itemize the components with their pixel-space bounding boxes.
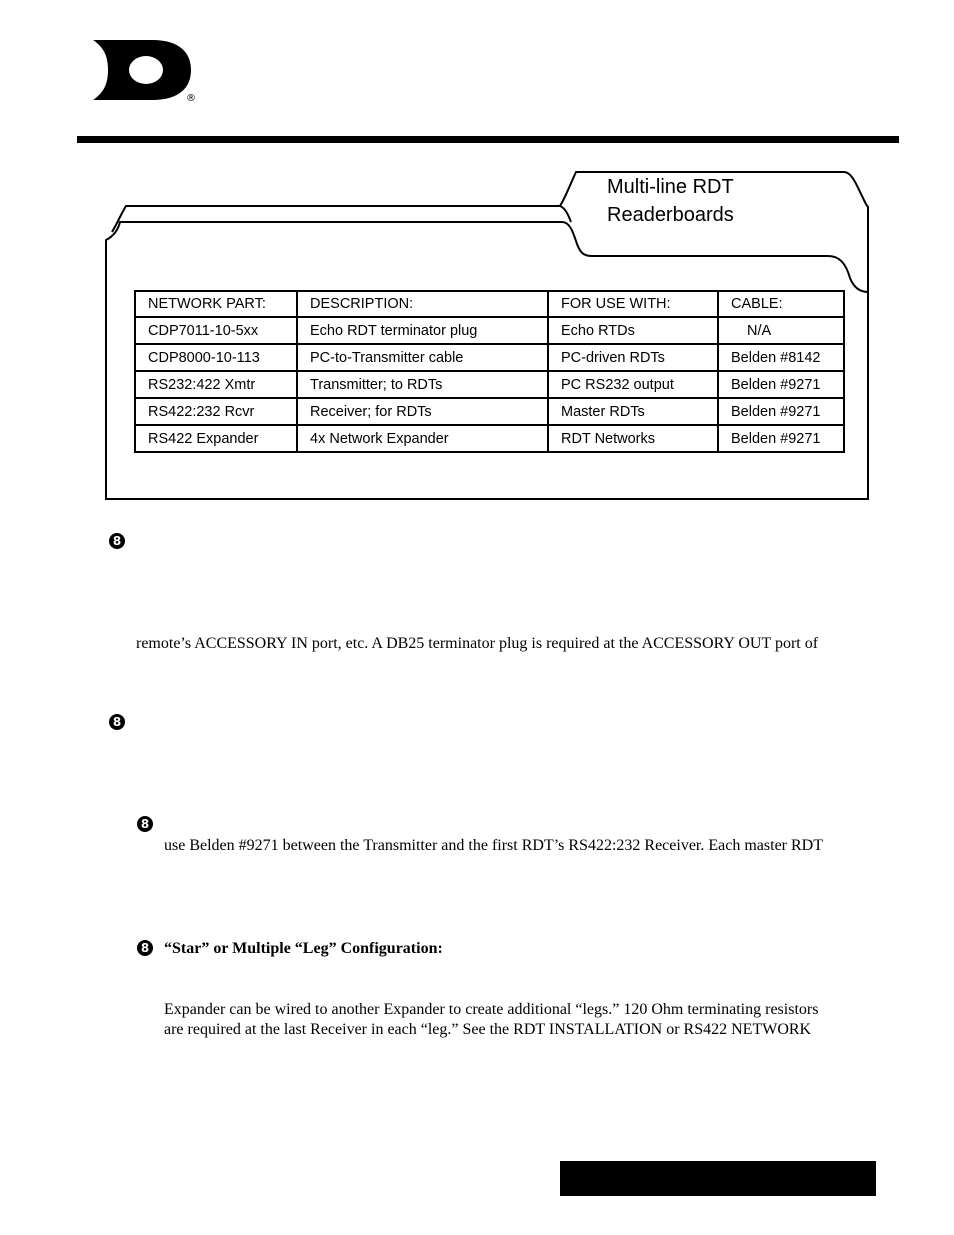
cell-use-with: Echo RTDs [548, 317, 718, 344]
cell-use-with: Master RDTs [548, 398, 718, 425]
table-row [135, 425, 844, 452]
bullet-icon: 8 [137, 816, 153, 832]
cell-cable: Belden #8142 [718, 344, 844, 371]
table-row [135, 344, 844, 371]
header-for-use-with: FOR USE WITH: [548, 291, 718, 317]
bullet-icon: 8 [109, 714, 125, 730]
table-row [135, 371, 844, 398]
table-header-row [135, 291, 844, 317]
cell-description: 4x Network Expander [297, 425, 548, 452]
cell-cable: Belden #9271 [718, 371, 844, 398]
table-row [135, 398, 844, 425]
star-config-heading: “Star” or Multiple “Leg” Configuration: [164, 940, 443, 957]
tab-title-line2: Readerboards [607, 204, 734, 226]
cell-part: CDP7011-10-5xx [135, 317, 297, 344]
cell-cable: N/A [718, 317, 844, 344]
tab-title [607, 173, 734, 229]
cell-use-with: RDT Networks [548, 425, 718, 452]
footer-bar [560, 1161, 876, 1196]
cell-description: Echo RDT terminator plug [297, 317, 548, 344]
cell-cable: Belden #9271 [718, 398, 844, 425]
cell-cable: Belden #9271 [718, 425, 844, 452]
cell-description: Receiver; for RDTs [297, 398, 548, 425]
cell-description: PC-to-Transmitter cable [297, 344, 548, 371]
bullet-icon: 8 [109, 533, 125, 549]
body-text-accessory: remote’s ACCESSORY IN port, etc. A DB25 terminator plug is required at the ACCESSORY OUT port of [136, 635, 819, 652]
tab-title-line1: Multi-line RDT [607, 176, 734, 198]
cell-use-with: PC RS232 output [548, 371, 718, 398]
body-text-expander: Expander can be wired to another Expander to create additional “legs.” 120 Ohm terminating resistors [164, 1001, 819, 1018]
cell-description: Transmitter; to RDTs [297, 371, 548, 398]
table-row [135, 317, 844, 344]
bullet-icon: 8 [137, 940, 153, 956]
cell-part: RS422 Expander [135, 425, 297, 452]
header-description: DESCRIPTION: [297, 291, 548, 317]
cell-use-with: PC-driven RDTs [548, 344, 718, 371]
header-network-part: NETWORK PART: [135, 291, 297, 317]
body-text-belden: use Belden #9271 between the Transmitter and the first RDT’s RS422:232 Receiver. Each master RDT [164, 837, 823, 854]
header-cable: CABLE: [718, 291, 844, 317]
registered-mark: ® [186, 93, 196, 104]
cell-part: RS232:422 Xmtr [135, 371, 297, 398]
cell-part: RS422:232 Rcvr [135, 398, 297, 425]
body-text-terminating: are required at the last Receiver in each “leg.” See the RDT INSTALLATION or RS422 NETWORK [164, 1021, 812, 1038]
parts-table [134, 290, 845, 453]
cell-part: CDP8000-10-113 [135, 344, 297, 371]
